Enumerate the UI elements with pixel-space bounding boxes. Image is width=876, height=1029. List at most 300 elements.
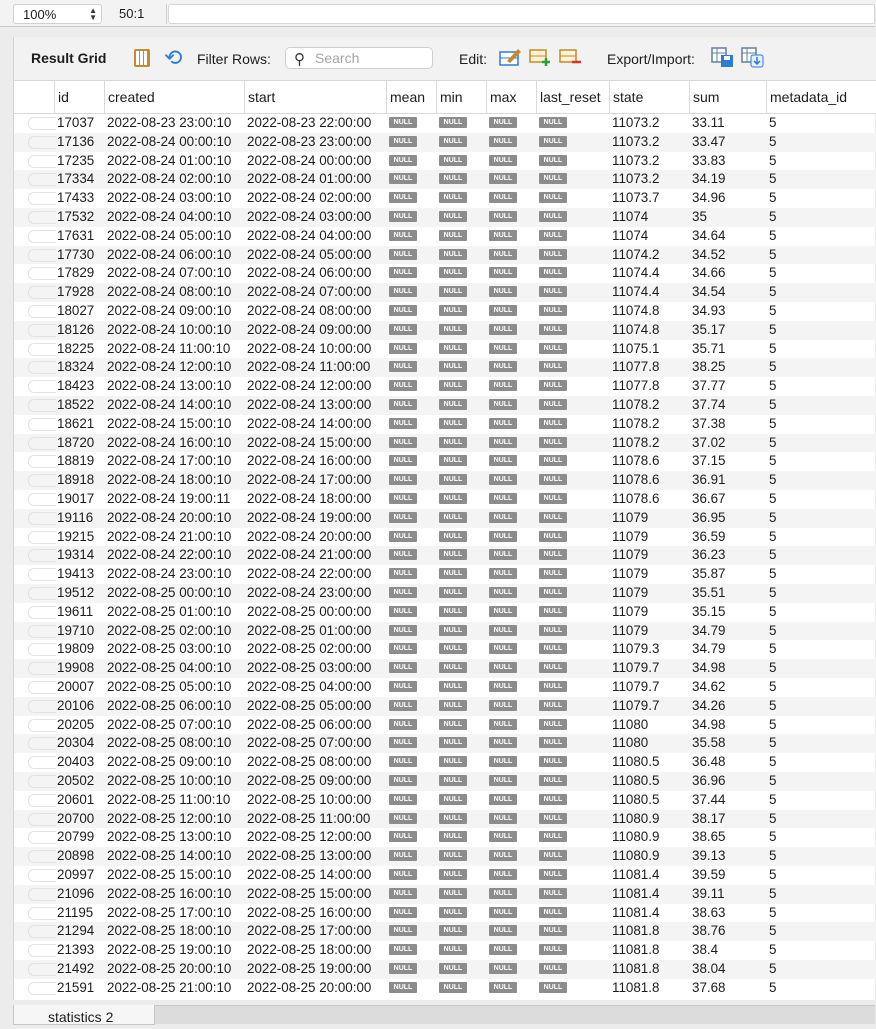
table-row[interactable] [14, 810, 876, 829]
cell-state[interactable]: 11078.2 [612, 434, 660, 450]
table-row[interactable] [14, 133, 876, 152]
cell-state[interactable]: 11079 [612, 566, 649, 582]
cell-id[interactable]: 19809 [57, 641, 95, 657]
table-row[interactable] [14, 584, 876, 603]
cell-created[interactable]: 2022-08-24 10:00:10 [107, 321, 232, 337]
cell-mean[interactable] [386, 170, 436, 189]
cell-sum[interactable]: 38.76 [692, 923, 726, 939]
row-selector[interactable] [28, 493, 56, 506]
row-selector[interactable] [28, 230, 56, 243]
cell-state[interactable]: 11079 [612, 585, 649, 600]
cell-min[interactable] [436, 791, 486, 810]
cell-start[interactable]: 2022-08-24 12:00:00 [247, 378, 372, 394]
cell-mean[interactable] [386, 922, 436, 941]
cell-last-reset[interactable] [536, 979, 609, 998]
row-selector[interactable] [28, 813, 56, 826]
cell-state[interactable]: 11077.8 [612, 359, 660, 375]
cell-metadata-id[interactable]: 5 [769, 716, 777, 732]
cell-min[interactable] [436, 565, 486, 584]
cell-last-reset[interactable] [536, 152, 609, 171]
cell-start[interactable]: 2022-08-24 00:00:00 [247, 152, 372, 168]
cell-created[interactable]: 2022-08-25 06:00:10 [107, 697, 232, 713]
cell-min[interactable] [436, 678, 486, 697]
cell-mean[interactable] [386, 960, 436, 979]
cell-id[interactable]: 20007 [57, 679, 95, 694]
row-selector[interactable] [28, 850, 56, 863]
cell-mean[interactable] [386, 546, 436, 565]
cell-id[interactable]: 18918 [57, 472, 95, 488]
cell-last-reset[interactable] [536, 734, 609, 753]
cell-min[interactable] [436, 152, 486, 171]
cell-metadata-id[interactable]: 5 [769, 829, 777, 845]
cell-sum[interactable]: 36.91 [692, 472, 726, 488]
cell-max[interactable] [486, 170, 536, 189]
cell-created[interactable]: 2022-08-24 15:00:10 [107, 415, 232, 431]
cell-sum[interactable]: 36.96 [692, 773, 726, 788]
cell-last-reset[interactable] [536, 340, 609, 359]
row-selector[interactable] [28, 625, 56, 638]
cell-mean[interactable] [386, 565, 436, 584]
column-header-sum[interactable]: sum [689, 81, 766, 114]
cell-state[interactable]: 11078.6 [612, 491, 660, 506]
cell-start[interactable]: 2022-08-25 09:00:00 [247, 773, 372, 788]
cell-min[interactable] [436, 358, 486, 377]
cell-min[interactable] [436, 960, 486, 979]
cell-min[interactable] [436, 528, 486, 547]
cell-created[interactable]: 2022-08-24 16:00:10 [107, 434, 232, 450]
cell-id[interactable]: 18225 [57, 340, 95, 356]
cell-last-reset[interactable] [536, 302, 609, 321]
cell-start[interactable]: 2022-08-25 03:00:00 [247, 660, 372, 676]
cell-last-reset[interactable] [536, 264, 609, 283]
cell-max[interactable] [486, 941, 536, 960]
cell-created[interactable]: 2022-08-24 12:00:10 [107, 359, 232, 375]
cell-created[interactable]: 2022-08-24 04:00:10 [107, 209, 232, 224]
cell-metadata-id[interactable]: 5 [769, 603, 777, 619]
cell-state[interactable]: 11079 [612, 547, 649, 563]
cell-id[interactable]: 17136 [57, 133, 95, 149]
export-icon[interactable] [711, 46, 735, 68]
cell-sum[interactable]: 36.48 [692, 754, 726, 770]
cell-last-reset[interactable] [536, 189, 609, 208]
cell-created[interactable]: 2022-08-25 15:00:10 [107, 867, 232, 882]
cell-sum[interactable]: 34.54 [692, 284, 726, 300]
row-selector[interactable] [28, 136, 56, 149]
cell-last-reset[interactable] [536, 415, 609, 434]
cell-metadata-id[interactable]: 5 [769, 566, 777, 582]
edit-cell-icon[interactable] [498, 46, 522, 68]
cell-min[interactable] [436, 847, 486, 866]
cell-max[interactable] [486, 302, 536, 321]
cell-start[interactable]: 2022-08-24 19:00:00 [247, 509, 372, 525]
cell-sum[interactable]: 34.62 [692, 679, 726, 694]
table-row[interactable] [14, 170, 876, 189]
cell-mean[interactable] [386, 904, 436, 923]
cell-min[interactable] [436, 622, 486, 641]
cell-max[interactable] [486, 810, 536, 829]
cell-max[interactable] [486, 734, 536, 753]
row-selector[interactable] [28, 155, 56, 168]
cell-created[interactable]: 2022-08-25 10:00:10 [107, 773, 232, 788]
import-icon[interactable] [741, 46, 765, 68]
cell-start[interactable]: 2022-08-25 00:00:00 [247, 603, 372, 619]
cell-id[interactable]: 18423 [57, 378, 95, 394]
table-row[interactable] [14, 753, 876, 772]
cell-sum[interactable]: 35.71 [692, 340, 726, 356]
cell-min[interactable] [436, 640, 486, 659]
cell-state[interactable]: 11077.8 [612, 378, 660, 394]
row-selector[interactable] [28, 474, 56, 487]
column-header-max[interactable]: max [486, 81, 536, 114]
cell-state[interactable]: 11073.2 [612, 133, 660, 149]
cell-metadata-id[interactable]: 5 [769, 547, 777, 563]
cell-last-reset[interactable] [536, 697, 609, 716]
table-row[interactable] [14, 452, 876, 471]
cell-start[interactable]: 2022-08-25 16:00:00 [247, 904, 372, 920]
cell-id[interactable]: 19116 [57, 509, 94, 525]
cell-last-reset[interactable] [536, 678, 609, 697]
cell-state[interactable]: 11080 [612, 716, 649, 732]
cell-sum[interactable]: 37.15 [692, 453, 726, 469]
cell-id[interactable]: 17829 [57, 265, 95, 281]
refresh-icon[interactable]: ⟲ [164, 45, 183, 70]
cell-max[interactable] [486, 885, 536, 904]
cell-sum[interactable]: 34.79 [692, 622, 726, 638]
cell-sum[interactable]: 33.47 [692, 133, 726, 149]
cell-last-reset[interactable] [536, 283, 609, 302]
column-header-metadata-id[interactable]: metadata_id [766, 81, 861, 114]
cell-max[interactable] [486, 152, 536, 171]
row-selector[interactable] [28, 681, 56, 694]
cell-created[interactable]: 2022-08-25 07:00:10 [107, 716, 232, 732]
cell-min[interactable] [436, 208, 486, 227]
cell-id[interactable]: 21294 [57, 923, 95, 939]
cell-created[interactable]: 2022-08-25 19:00:10 [107, 942, 232, 958]
cell-state[interactable]: 11073.2 [612, 115, 660, 130]
row-selector[interactable] [28, 719, 56, 732]
cell-last-reset[interactable] [536, 358, 609, 377]
cell-last-reset[interactable] [536, 603, 609, 622]
cell-mean[interactable] [386, 246, 436, 265]
cell-metadata-id[interactable]: 5 [769, 942, 777, 958]
cell-sum[interactable]: 33.11 [692, 115, 725, 130]
cell-last-reset[interactable] [536, 114, 609, 133]
cell-metadata-id[interactable]: 5 [769, 585, 777, 600]
cell-min[interactable] [436, 114, 486, 133]
cell-metadata-id[interactable]: 5 [769, 415, 777, 431]
row-selector[interactable] [28, 606, 56, 619]
table-row[interactable] [14, 659, 876, 678]
cell-id[interactable]: 18324 [57, 359, 95, 375]
cell-id[interactable]: 17730 [57, 246, 95, 262]
cell-state[interactable]: 11079 [612, 509, 649, 525]
cell-id[interactable]: 20304 [57, 735, 95, 751]
cell-sum[interactable]: 34.79 [692, 641, 726, 657]
cell-id[interactable]: 20205 [57, 716, 95, 732]
filter-search-input[interactable] [315, 50, 425, 66]
row-selector[interactable] [28, 756, 56, 769]
cell-last-reset[interactable] [536, 922, 609, 941]
cell-created[interactable]: 2022-08-24 13:00:10 [107, 378, 232, 394]
cell-created[interactable]: 2022-08-24 19:00:11 [107, 491, 231, 506]
cell-metadata-id[interactable]: 5 [769, 152, 777, 168]
cell-metadata-id[interactable]: 5 [769, 227, 777, 243]
cell-metadata-id[interactable]: 5 [769, 209, 777, 224]
cell-max[interactable] [486, 471, 536, 490]
cell-start[interactable]: 2022-08-24 05:00:00 [247, 246, 372, 262]
row-selector[interactable] [28, 343, 56, 356]
table-row[interactable] [14, 377, 876, 396]
cell-min[interactable] [436, 603, 486, 622]
cell-max[interactable] [486, 847, 536, 866]
cell-min[interactable] [436, 283, 486, 302]
cell-max[interactable] [486, 603, 536, 622]
cell-min[interactable] [436, 246, 486, 265]
cell-min[interactable] [436, 227, 486, 246]
row-selector[interactable] [28, 117, 56, 130]
cell-mean[interactable] [386, 603, 436, 622]
table-row[interactable] [14, 828, 876, 847]
cell-max[interactable] [486, 922, 536, 941]
cell-metadata-id[interactable]: 5 [769, 735, 777, 751]
cell-max[interactable] [486, 208, 536, 227]
table-row[interactable] [14, 471, 876, 490]
add-row-icon[interactable] [528, 46, 552, 68]
cell-metadata-id[interactable]: 5 [769, 923, 777, 939]
cell-created[interactable]: 2022-08-24 02:00:10 [107, 171, 232, 187]
cell-mean[interactable] [386, 659, 436, 678]
cell-state[interactable]: 11079 [612, 622, 649, 638]
row-selector[interactable] [28, 211, 56, 224]
cell-sum[interactable]: 34.96 [692, 190, 726, 206]
cell-metadata-id[interactable]: 5 [769, 904, 777, 920]
cell-mean[interactable] [386, 528, 436, 547]
cell-last-reset[interactable] [536, 133, 609, 152]
cell-state[interactable]: 11075.1 [612, 340, 660, 356]
cell-created[interactable]: 2022-08-24 21:00:10 [107, 528, 232, 544]
cell-max[interactable] [486, 753, 536, 772]
table-row[interactable] [14, 640, 876, 659]
row-selector[interactable] [28, 173, 56, 186]
cell-start[interactable]: 2022-08-25 15:00:00 [247, 885, 372, 901]
cell-state[interactable]: 11079.7 [612, 697, 660, 713]
row-selector[interactable] [28, 944, 56, 957]
table-row[interactable] [14, 866, 876, 885]
cell-min[interactable] [436, 697, 486, 716]
cell-metadata-id[interactable]: 5 [769, 979, 777, 995]
cell-last-reset[interactable] [536, 716, 609, 735]
cell-state[interactable]: 11074 [612, 209, 649, 224]
cell-min[interactable] [436, 264, 486, 283]
cell-created[interactable]: 2022-08-25 05:00:10 [107, 679, 232, 694]
cell-state[interactable]: 11078.6 [612, 453, 660, 469]
row-selector[interactable] [28, 305, 56, 318]
cell-state[interactable]: 11080.9 [612, 848, 660, 864]
cell-sum[interactable]: 37.74 [692, 397, 726, 412]
cell-last-reset[interactable] [536, 377, 609, 396]
cell-start[interactable]: 2022-08-24 17:00:00 [247, 472, 372, 488]
row-selector[interactable] [28, 831, 56, 844]
cell-min[interactable] [436, 772, 486, 791]
cell-mean[interactable] [386, 772, 436, 791]
cell-max[interactable] [486, 659, 536, 678]
cell-start[interactable]: 2022-08-25 07:00:00 [247, 735, 372, 751]
cell-min[interactable] [436, 302, 486, 321]
cell-sum[interactable]: 36.67 [692, 491, 726, 506]
cell-sum[interactable]: 35.51 [692, 585, 726, 600]
cell-mean[interactable] [386, 377, 436, 396]
grid-layout-icon[interactable] [134, 49, 150, 67]
cell-state[interactable]: 11074.4 [612, 284, 660, 300]
cell-metadata-id[interactable]: 5 [769, 660, 777, 676]
cell-start[interactable]: 2022-08-25 01:00:00 [247, 622, 372, 638]
cell-max[interactable] [486, 114, 536, 133]
cell-min[interactable] [436, 885, 486, 904]
cell-last-reset[interactable] [536, 791, 609, 810]
cell-sum[interactable]: 34.26 [692, 697, 726, 713]
cell-start[interactable]: 2022-08-24 23:00:00 [247, 585, 372, 600]
cell-start[interactable]: 2022-08-25 04:00:00 [247, 679, 372, 694]
cell-max[interactable] [486, 904, 536, 923]
cell-max[interactable] [486, 979, 536, 998]
table-row[interactable] [14, 734, 876, 753]
cell-state[interactable]: 11078.2 [612, 397, 660, 412]
cell-created[interactable]: 2022-08-25 09:00:10 [107, 754, 232, 770]
cell-max[interactable] [486, 415, 536, 434]
cell-metadata-id[interactable]: 5 [769, 885, 777, 901]
table-row[interactable] [14, 622, 876, 641]
cell-id[interactable]: 19710 [57, 622, 95, 638]
table-row[interactable] [14, 246, 876, 265]
cell-max[interactable] [486, 340, 536, 359]
cell-min[interactable] [436, 471, 486, 490]
cell-start[interactable]: 2022-08-25 10:00:00 [247, 791, 372, 807]
cell-min[interactable] [436, 321, 486, 340]
row-selector[interactable] [28, 531, 56, 544]
cell-mean[interactable] [386, 264, 436, 283]
cell-sum[interactable]: 37.02 [692, 434, 726, 450]
cell-max[interactable] [486, 189, 536, 208]
cell-id[interactable]: 21492 [57, 961, 95, 976]
cell-state[interactable]: 11074.2 [612, 246, 660, 262]
cell-metadata-id[interactable]: 5 [769, 509, 777, 525]
cell-start[interactable]: 2022-08-23 22:00:00 [247, 115, 372, 130]
row-selector[interactable] [28, 700, 56, 713]
table-row[interactable] [14, 979, 876, 998]
cell-mean[interactable] [386, 885, 436, 904]
cell-start[interactable]: 2022-08-24 03:00:00 [247, 209, 372, 224]
cell-last-reset[interactable] [536, 866, 609, 885]
cell-last-reset[interactable] [536, 246, 609, 265]
cell-created[interactable]: 2022-08-25 18:00:10 [107, 923, 232, 939]
cell-state[interactable]: 11081.8 [612, 923, 660, 939]
row-selector[interactable] [28, 324, 56, 337]
column-header-id[interactable]: id [54, 81, 104, 114]
cell-start[interactable]: 2022-08-25 06:00:00 [247, 716, 372, 732]
cell-created[interactable]: 2022-08-25 13:00:10 [107, 829, 232, 845]
cell-min[interactable] [436, 189, 486, 208]
cell-mean[interactable] [386, 622, 436, 641]
cell-start[interactable]: 2022-08-25 19:00:00 [247, 961, 372, 976]
cell-sum[interactable]: 37.77 [692, 378, 726, 394]
cell-mean[interactable] [386, 828, 436, 847]
cell-last-reset[interactable] [536, 622, 609, 641]
cell-sum[interactable]: 34.64 [692, 227, 726, 243]
cell-id[interactable]: 19413 [57, 566, 95, 582]
cell-id[interactable]: 17631 [57, 227, 95, 243]
cell-start[interactable]: 2022-08-25 13:00:00 [247, 848, 372, 864]
row-selector[interactable] [28, 869, 56, 882]
table-row[interactable] [14, 227, 876, 246]
row-selector[interactable] [28, 568, 56, 581]
cell-last-reset[interactable] [536, 960, 609, 979]
table-row[interactable] [14, 716, 876, 735]
cell-metadata-id[interactable]: 5 [769, 961, 777, 976]
cell-last-reset[interactable] [536, 847, 609, 866]
ratio-field[interactable]: 50:1 [103, 4, 167, 24]
cell-last-reset[interactable] [536, 584, 609, 603]
cell-start[interactable]: 2022-08-24 07:00:00 [247, 284, 372, 300]
cell-start[interactable]: 2022-08-24 09:00:00 [247, 321, 372, 337]
cell-state[interactable]: 11073.2 [612, 152, 660, 168]
row-selector[interactable] [28, 907, 56, 920]
column-header-min[interactable]: min [436, 81, 486, 114]
cell-mean[interactable] [386, 941, 436, 960]
cell-id[interactable]: 20106 [57, 697, 95, 713]
cell-metadata-id[interactable]: 5 [769, 284, 777, 300]
cell-mean[interactable] [386, 321, 436, 340]
table-row[interactable] [14, 546, 876, 565]
cell-created[interactable]: 2022-08-24 11:00:10 [107, 340, 231, 356]
cell-id[interactable]: 17037 [57, 115, 95, 130]
cell-min[interactable] [436, 979, 486, 998]
cell-start[interactable]: 2022-08-25 17:00:00 [247, 923, 372, 939]
cell-metadata-id[interactable]: 5 [769, 397, 777, 412]
cell-state[interactable]: 11074.8 [612, 321, 660, 337]
cell-start[interactable]: 2022-08-24 02:00:00 [247, 190, 372, 206]
cell-max[interactable] [486, 960, 536, 979]
table-row[interactable] [14, 396, 876, 415]
row-selector[interactable] [28, 643, 56, 656]
row-selector[interactable] [28, 249, 56, 262]
zoom-stepper-icon[interactable]: ▲ ▼ [89, 6, 97, 22]
cell-state[interactable]: 11079 [612, 528, 649, 544]
cell-last-reset[interactable] [536, 471, 609, 490]
row-selector[interactable] [28, 775, 56, 788]
cell-mean[interactable] [386, 584, 436, 603]
cell-state[interactable]: 11081.4 [612, 885, 660, 901]
cell-id[interactable]: 19215 [57, 528, 95, 544]
cell-created[interactable]: 2022-08-24 00:00:10 [107, 133, 232, 149]
cell-mean[interactable] [386, 640, 436, 659]
cell-id[interactable]: 17532 [57, 209, 95, 224]
cell-metadata-id[interactable]: 5 [769, 848, 777, 864]
cell-sum[interactable]: 38.65 [692, 829, 726, 845]
cell-state[interactable]: 11079.3 [612, 641, 660, 657]
cell-mean[interactable] [386, 716, 436, 735]
cell-sum[interactable]: 36.23 [692, 547, 726, 563]
cell-sum[interactable]: 37.44 [692, 791, 726, 807]
row-selector[interactable] [28, 286, 56, 299]
cell-start[interactable]: 2022-08-24 11:00:00 [247, 359, 371, 375]
cell-sum[interactable]: 35.58 [692, 735, 726, 751]
table-row[interactable] [14, 885, 876, 904]
table-row[interactable] [14, 960, 876, 979]
cell-min[interactable] [436, 716, 486, 735]
cell-created[interactable]: 2022-08-24 01:00:10 [107, 152, 232, 168]
cell-last-reset[interactable] [536, 565, 609, 584]
cell-created[interactable]: 2022-08-24 06:00:10 [107, 246, 232, 262]
